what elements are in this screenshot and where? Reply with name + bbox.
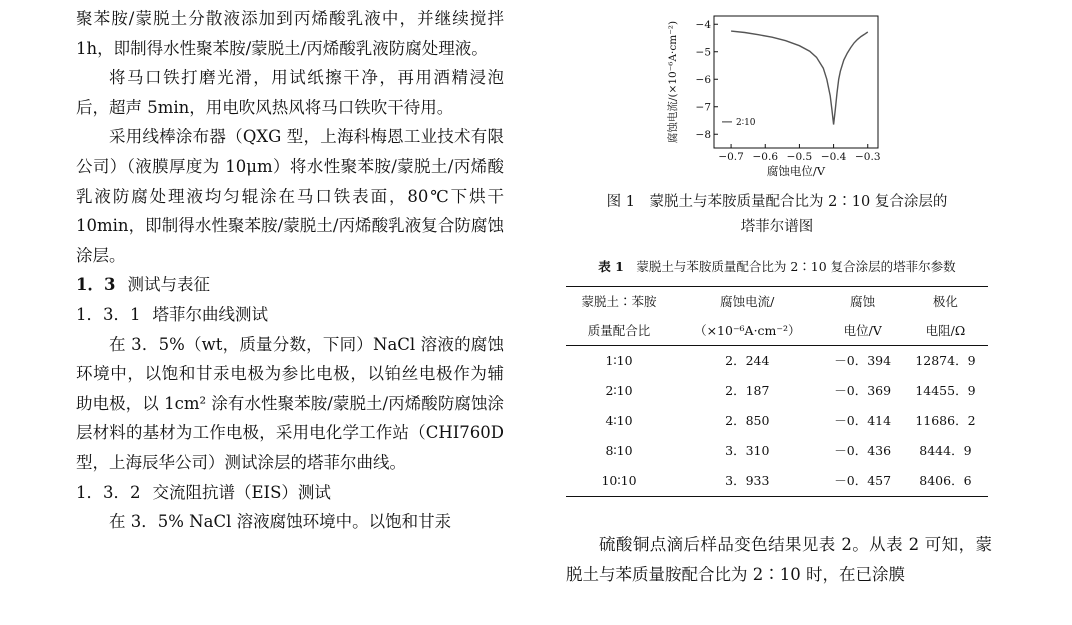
table-caption <box>570 258 984 276</box>
paragraph-tafel-test: 在 3．5%（wt，质量分数，下同）NaCl 溶液的腐蚀环境中，以饱和甘汞电极为参比电极，以铂丝电极作为辅助电极，以 1cm² 涂有水性聚苯胺/蒙脱土/丙烯酸防腐蚀涂层材料的基材为工作电极，采用电化学工作站（CHI760D 型，上海辰华公司）测试涂层的塔菲尔曲线。 <box>76 334 504 472</box>
cell-ratio: 4∶10 <box>605 413 633 428</box>
subsection-heading-1-3-2 <box>76 478 504 508</box>
cell-current: 2．850 <box>725 413 770 428</box>
table-title: 蒙脱土与苯胺质量配合比为 2∶10 复合涂层的塔菲尔参数 <box>636 259 956 274</box>
y-axis-label: 腐蚀电流/(×10⁻⁶A·cm⁻²) <box>667 20 679 144</box>
header-potential: 腐蚀 <box>823 287 903 317</box>
x-axis-label: 腐蚀电位/V <box>766 164 826 178</box>
cell-current: 3．933 <box>672 466 822 497</box>
tafel-parameter-table <box>566 286 988 497</box>
y-tick-label: −7 <box>695 101 711 114</box>
header-current: 腐蚀电流/ <box>672 287 822 317</box>
subsection-title: 交流阻抗谱（EIS）测试 <box>152 482 331 502</box>
table-row <box>566 376 988 406</box>
subsection-heading-1-3-1 <box>76 300 504 330</box>
cell-ratio: 8∶10 <box>605 443 633 458</box>
y-tick-label: −6 <box>695 73 711 86</box>
y-tick-label: −5 <box>695 46 711 59</box>
cell-potential: －0．394 <box>834 353 892 368</box>
legend-label: 2∶10 <box>736 117 756 128</box>
x-tick-label: −0.5 <box>786 151 813 163</box>
table-row <box>566 436 988 466</box>
cell-potential: －0．414 <box>834 413 892 428</box>
table-header-row <box>566 287 988 317</box>
y-tick-label: −4 <box>695 18 711 31</box>
header-ratio: 蒙脱土∶苯胺 <box>566 287 672 317</box>
subsection-number: 1．3．1 <box>76 304 141 324</box>
header-resistance-unit: 电阻/Ω <box>903 316 988 346</box>
cell-ratio: 1∶10 <box>605 353 633 368</box>
table-header-row <box>566 316 988 346</box>
cell-ratio: 10∶10 <box>566 466 672 497</box>
cell-potential: －0．457 <box>823 466 903 497</box>
cell-resistance: 14455．9 <box>915 383 976 398</box>
cell-resistance: 8406．6 <box>903 466 988 497</box>
paragraph-tinplate-prep: 将马口铁打磨光滑，用试纸擦干净，再用酒精浸泡后，超声 5min，用电吹风热风将马口铁吹干待用。 <box>76 68 504 117</box>
cell-resistance: 12874．9 <box>915 353 976 368</box>
x-tick-label: −0.4 <box>820 151 847 163</box>
cell-potential: －0．369 <box>834 383 892 398</box>
y-tick-label: −8 <box>695 128 711 141</box>
section-title: 测试与表征 <box>127 275 210 295</box>
subsection-number: 1．3．2 <box>76 482 141 502</box>
legend <box>722 118 756 128</box>
x-tick-label: −0.6 <box>752 151 778 163</box>
section-number: 1．3 <box>76 275 116 295</box>
right-text-column <box>566 530 992 589</box>
cell-resistance: 8444．9 <box>919 443 972 458</box>
section-heading-1-3 <box>76 270 504 300</box>
cell-current: 2．244 <box>725 353 770 368</box>
table-row <box>566 466 988 497</box>
x-tick-label: −0.3 <box>855 151 881 163</box>
tafel-chart-svg <box>660 8 890 178</box>
cell-potential: －0．436 <box>834 443 892 458</box>
header-potential-unit: 电位/V <box>823 316 903 346</box>
subsection-title: 塔菲尔曲线测试 <box>152 304 268 324</box>
figure-caption-line-1: 图 1 蒙脱土与苯胺质量配合比为 2∶10 复合涂层的 <box>606 194 948 210</box>
header-resistance: 极化 <box>903 287 988 317</box>
header-ratio-unit: 质量配合比 <box>566 316 672 346</box>
paragraph-eis-test: 在 3．5% NaCl 溶液腐蚀环境中。以饱和甘汞 <box>109 512 452 532</box>
figure-caption-line-2: 塔菲尔谱图 <box>740 219 814 235</box>
cell-current: 2．187 <box>725 383 770 398</box>
figure-caption <box>572 190 982 240</box>
plot-frame <box>714 16 878 148</box>
x-tick-label: −0.7 <box>718 151 744 163</box>
paragraph-copper-sulfate-result: 硫酸铜点滴后样品变色结果见表 2。从表 2 可知，蒙脱土与苯质量胺配合比为 2∶10 时，在已涂膜 <box>566 535 992 584</box>
table-number: 表 1 <box>598 259 624 274</box>
cell-current: 3．310 <box>725 443 770 458</box>
series-line-2-10 <box>731 31 868 125</box>
left-text-column <box>76 4 504 537</box>
cell-resistance: 11686．2 <box>915 413 976 428</box>
header-current-unit: （×10⁻⁶A·cm⁻²） <box>672 316 822 346</box>
tafel-chart <box>660 8 890 178</box>
table-row <box>566 346 988 377</box>
paragraph-emulsion-prep: 聚苯胺/蒙脱土分散液添加到丙烯酸乳液中，并继续搅拌 1h，即制得水性聚苯胺/蒙脱土/丙烯酸乳液防腐处理液。 <box>76 9 504 58</box>
cell-ratio: 2∶10 <box>605 383 633 398</box>
paragraph-coating-method: 采用线棒涂布器（QXG 型，上海科梅恩工业技术有限公司）（液膜厚度为 10μm）将水性聚苯胺/蒙脱土/丙烯酸乳液防腐处理液均匀辊涂在马口铁表面，80℃下烘干 10min，即制得水性聚苯胺/蒙脱土/丙烯酸乳液复合防腐蚀涂层。 <box>76 127 504 265</box>
table-row <box>566 406 988 436</box>
